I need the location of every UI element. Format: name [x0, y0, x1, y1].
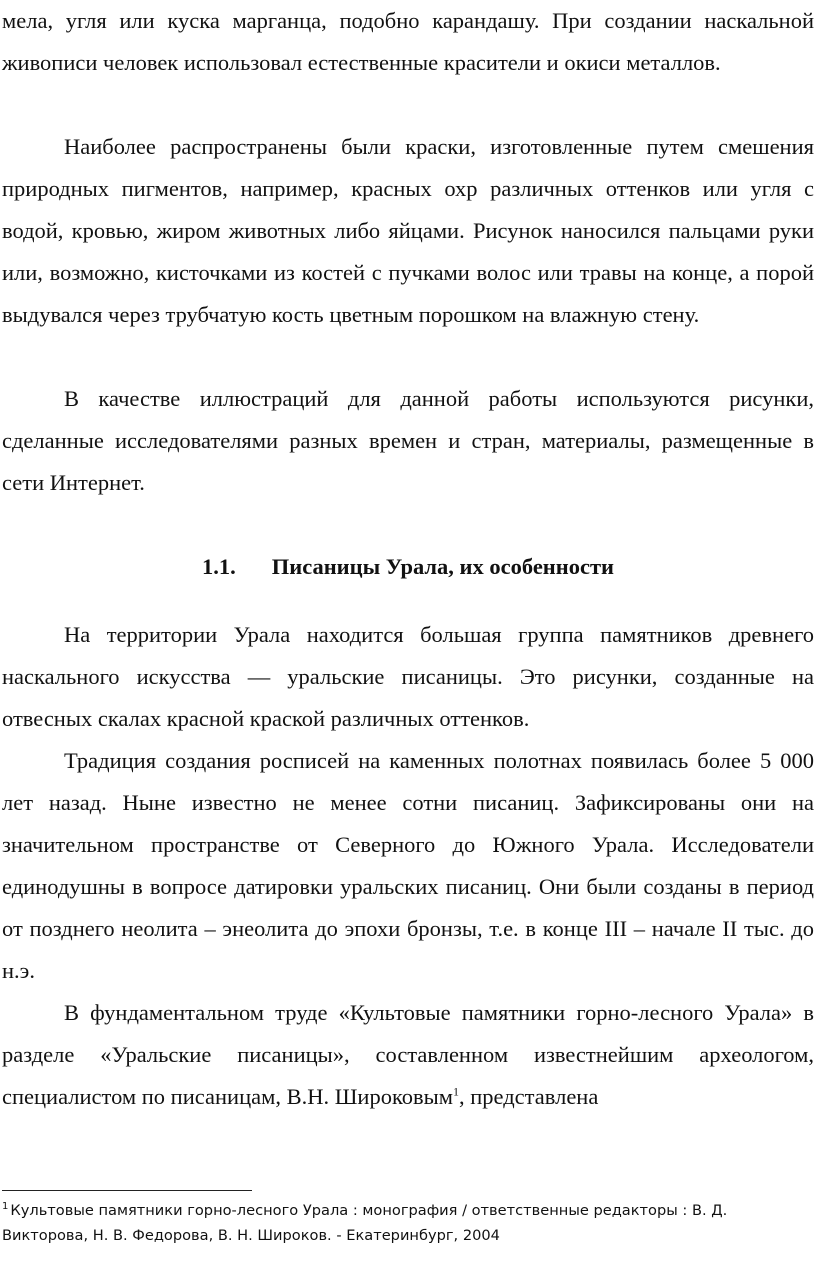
paragraph-tradition: Традиция создания росписей на каменных полотнах появилась более 5 000 лет назад. Ныне известно не менее сотни писаниц. Зафиксированы они на значительном пространстве от Северного до Южного Урала. Исследователи единодушны в вопросе датировки уральских писаниц. Они были созданы в период от позднего неолита – энеолита до эпохи бронзы, т.е. в конце III – начале II тыс. до н.э.: [2, 748, 814, 983]
section-heading: [0, 547, 816, 587]
footnote-marker: 1: [2, 1201, 9, 1213]
paragraph-illustrations: В качестве иллюстраций для данной работы используются рисунки, сделанные исследователями разных времен и стран, материалы, размещенные в сети Интернет.: [2, 386, 814, 495]
paragraph-fundamental-work-text: В фундаментальном труде «Культовые памятники горно-лесного Урала» в разделе «Уральские писаницы», составленном известнейшим археологом, специалистом по писаницам, В.Н. Широковым: [2, 1000, 814, 1109]
section-title: Писаницы Урала, их особенности: [271, 554, 614, 579]
paragraph-fundamental-work-tail: , представлена: [459, 1084, 599, 1109]
paragraph-pigments-intro: мела, угля или куска марганца, подобно карандашу. При создании наскальной живописи человек использовал естественные красители и окиси металлов.: [2, 8, 814, 75]
paragraph-fundamental-work: [2, 992, 814, 1118]
paragraph-paints: Наиболее распространены были краски, изготовленные путем смешения природных пигментов, например, красных охр различных оттенков или угля с водой, кровью, жиром животных либо яйцами. Рисунок наносился пальцами руки или, возможно, кисточками из костей с пучками волос или травы на конце, а порой выдувался через трубчатую кость цветным порошком на влажную стену.: [2, 134, 814, 327]
paragraph-ural-territory: На территории Урала находится большая группа памятников древнего наскального искусства — уральские писаницы. Это рисунки, созданные на отвесных скалах красной краской различных оттенков.: [2, 622, 814, 731]
footnote: [2, 1198, 814, 1248]
footnote-text: Культовые памятники горно-лесного Урала : монография / ответственные редакторы : В. Д. Викторова, Н. В. Федорова, В. Н. Широков. - Екатеринбург, 2004: [2, 1202, 728, 1244]
section-number: 1.1.: [201, 554, 236, 579]
footnote-separator: [2, 1190, 252, 1191]
footnote-reference[interactable]: 1: [453, 1084, 459, 1099]
